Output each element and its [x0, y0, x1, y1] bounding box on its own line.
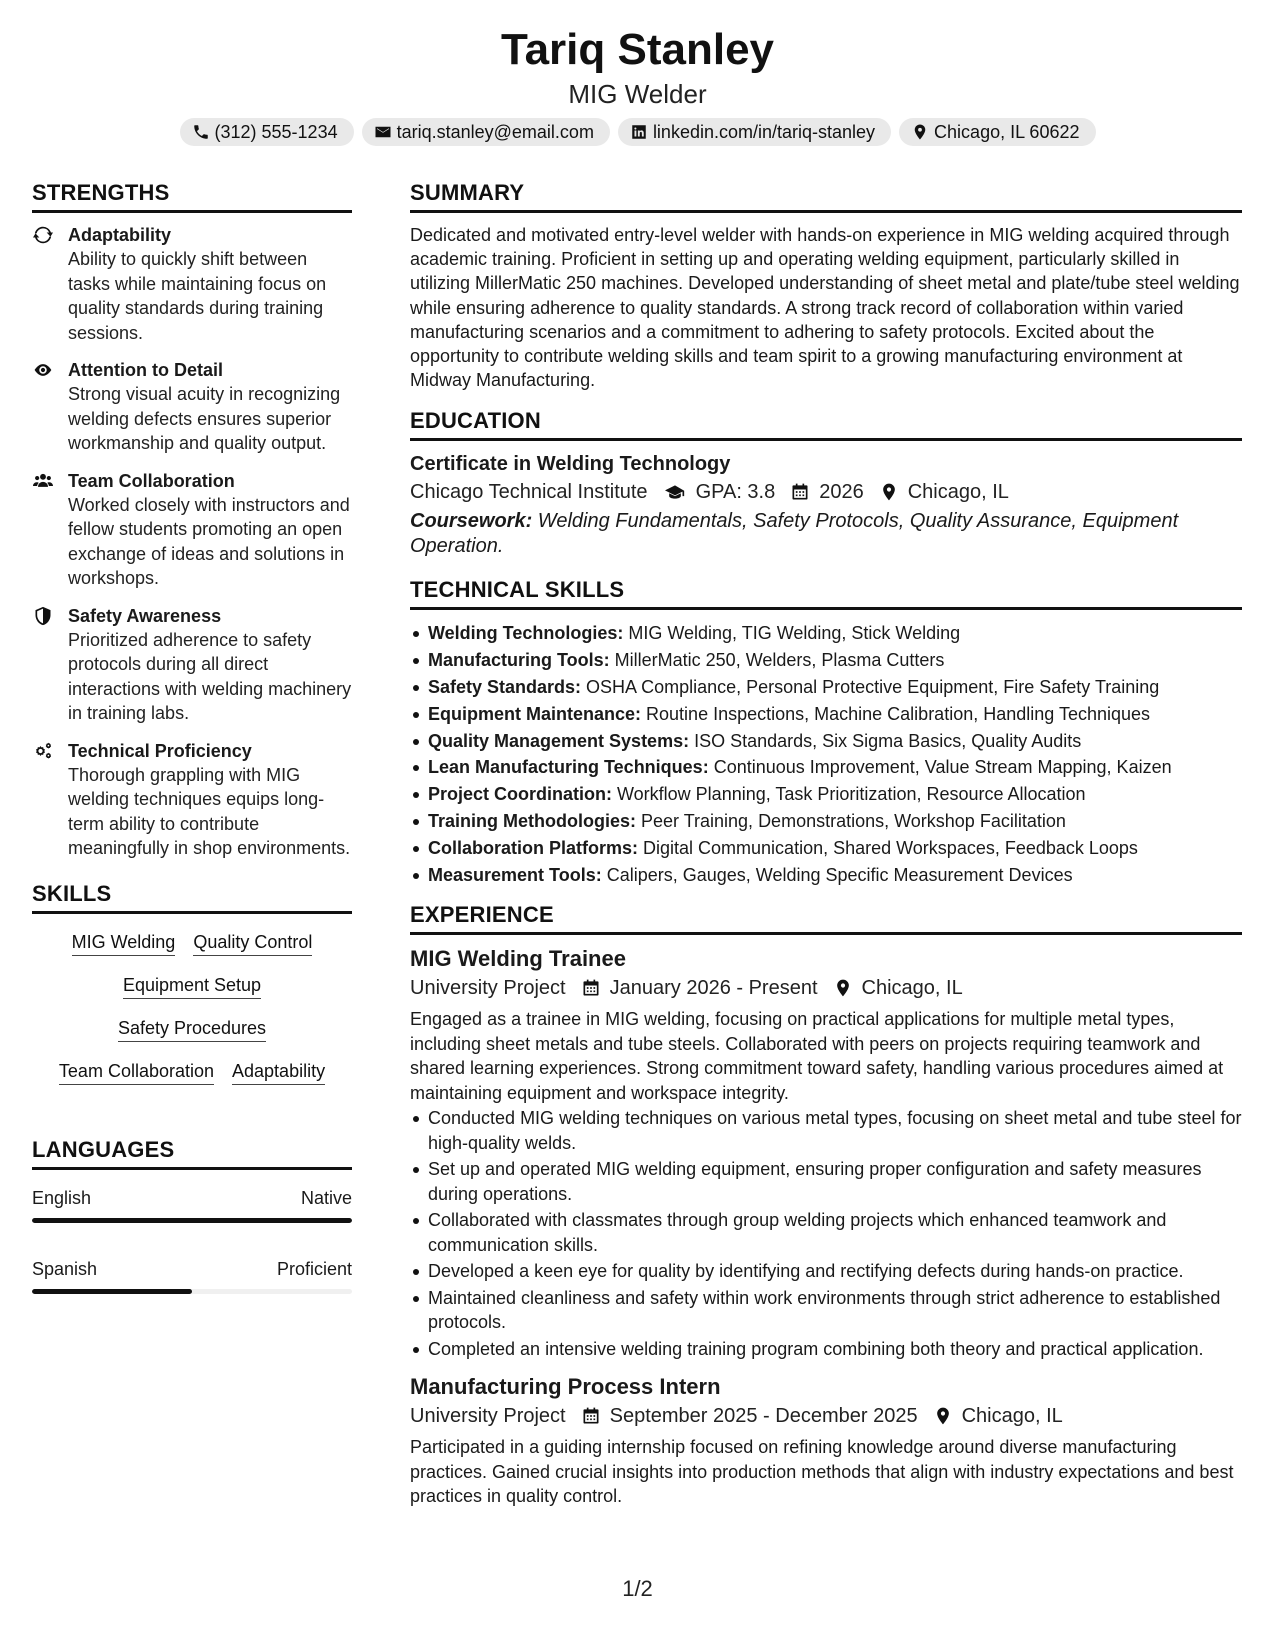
users-icon: [32, 471, 54, 491]
list-item: [410, 754, 1242, 781]
technical-skills-list: [410, 620, 1242, 888]
skill-chip: Team Collaboration: [59, 1059, 214, 1085]
education-location: Chicago, IL: [907, 481, 1009, 504]
list-item: Completed an intensive welding training program combining both theory and practical application.: [410, 1337, 1242, 1362]
calendar-icon: [581, 978, 601, 998]
languages-list: [32, 1186, 352, 1294]
contact-email[interactable]: [362, 118, 610, 146]
skill-value: MIG Welding, TIG Welding, Stick Welding: [623, 623, 961, 644]
strength-desc: Thorough grappling with MIG welding techniques equips long-term ability to contribute meaningfully in shop environments.: [68, 764, 351, 858]
education-coursework: [410, 509, 1242, 559]
job-org: University Project: [410, 1405, 566, 1428]
strength-title: Team Collaboration: [68, 470, 235, 491]
contact-linkedin[interactable]: [618, 118, 891, 146]
candidate-title: MIG Welder: [568, 79, 707, 109]
skill-label: Training Methodologies:: [428, 811, 636, 831]
job-dates: September 2025 - December 2025: [609, 1405, 918, 1428]
language-bar: [32, 1289, 352, 1294]
list-item: [410, 647, 1242, 674]
skill-chip: Adaptability: [232, 1059, 325, 1085]
eye-icon: [32, 360, 54, 380]
list-item: [410, 674, 1242, 701]
language-name: English: [32, 1187, 92, 1208]
education-year: 2026: [819, 481, 864, 504]
strength-title: Attention to Detail: [68, 360, 223, 380]
job-bullets: [410, 1106, 1242, 1361]
language-item: [32, 1186, 352, 1223]
skill-label: Quality Management Systems:: [428, 730, 690, 751]
job-meta: [410, 1401, 1242, 1431]
list-item: Set up and operated MIG welding equipment, ensuring proper configuration and safety measures during operations.: [410, 1157, 1242, 1206]
skills-heading: SKILLS: [32, 881, 352, 914]
skill-value: Routine Inspections, Machine Calibration, Handling Techniques: [641, 703, 1151, 724]
job-org: University Project: [410, 977, 566, 1000]
job-description: Engaged as a trainee in MIG welding, focusing on practical applications for multiple metal types, including sheet metals and tube steels. Collaborated with peers on projects requiring teamwork and shared learning experiences. Strong commitment toward safety, handling various procedures aimed at maintaining equipment and workspace integrity.: [410, 1009, 1224, 1103]
education-meta: [410, 477, 1242, 507]
job-title: Manufacturing Process Intern: [410, 1374, 721, 1400]
map-pin-icon: [879, 482, 899, 502]
skill-label: Project Coordination:: [428, 784, 612, 805]
language-name: Spanish: [32, 1258, 98, 1279]
experience-heading: EXPERIENCE: [410, 902, 1242, 935]
skill-value: OSHA Compliance, Personal Protective Equipment, Fire Safety Training: [581, 677, 1160, 698]
cogs-icon: [32, 741, 54, 761]
envelope-icon: [374, 123, 392, 141]
language-level: Native: [300, 1187, 352, 1208]
skill-label: Safety Standards:: [428, 677, 582, 698]
strength-title: Safety Awareness: [68, 605, 222, 626]
skill-label: Manufacturing Tools:: [428, 650, 610, 671]
language-bar-fill: [32, 1289, 192, 1294]
language-level: Proficient: [276, 1258, 352, 1279]
list-item: [410, 862, 1242, 889]
strength-item: [32, 739, 352, 861]
list-item: [410, 728, 1242, 755]
skill-chip: Safety Procedures: [118, 1016, 266, 1042]
skill-label: Measurement Tools:: [428, 864, 602, 885]
skill-value: Continuous Improvement, Value Stream Mapping, Kaizen: [708, 757, 1172, 778]
right-column: [410, 180, 1242, 1509]
education-school: Chicago Technical Institute: [410, 481, 648, 504]
language-item: [32, 1257, 352, 1294]
strength-item: [32, 358, 352, 456]
candidate-name: Tariq Stanley: [500, 25, 775, 74]
list-item: Conducted MIG welding techniques on various metal types, focusing on sheet metal and tube steel for high-quality welds.: [410, 1106, 1242, 1155]
summary-text: Dedicated and motivated entry-level welder with hands-on experience in MIG welding acquired through academic training. Proficient in setting up and operating welding equipment, particularly skilled in utilizing MillerMatic 250 machines. Developed understanding of sheet metal and plate/tube steel welding while ensuring adherence to quality standards. A strong track record of collaboration within varied manufacturing scenarios and a commitment to adhering to safety protocols. Excited about the opportunity to contribute welding skills and team spirit to a growing manufacturing environment at Midway Manufacturing.: [410, 225, 1240, 391]
skill-chip: Equipment Setup: [123, 973, 261, 999]
language-bar-fill: [32, 1218, 352, 1223]
strength-desc: Prioritized adherence to safety protocols during all direct interactions with welding machinery in training labs.: [68, 629, 352, 723]
skill-label: Welding Technologies:: [428, 623, 624, 644]
job-description: Participated in a guiding internship focused on refining knowledge around diverse manufacturing practices. Gained crucial insights into production methods that align with industry expectations and best practices in quality control.: [410, 1437, 1234, 1507]
linkedin-icon: [630, 123, 648, 141]
contact-phone-text: (312) 555-1234: [214, 122, 338, 142]
language-bar: [32, 1218, 352, 1223]
job-entry: [410, 945, 1242, 1361]
summary-heading: SUMMARY: [410, 180, 1242, 213]
map-pin-icon: [933, 1406, 953, 1426]
strength-title: Technical Proficiency: [68, 740, 252, 761]
contact-location-text: Chicago, IL 60622: [934, 122, 1080, 142]
strength-item: [32, 469, 352, 591]
list-item: [410, 620, 1242, 647]
skill-value: Peer Training, Demonstrations, Workshop Facilitation: [636, 811, 1066, 831]
strength-desc: Strong visual acuity in recognizing welding defects ensures superior workmanship and quality output.: [68, 384, 341, 453]
strength-title: Adaptability: [68, 225, 172, 245]
map-pin-icon: [833, 978, 853, 998]
strengths-heading: STRENGTHS: [32, 180, 352, 213]
strength-desc: Worked closely with instructors and fellow students promoting an open exchange of ideas and solutions in workshops.: [68, 494, 350, 588]
strength-desc: Ability to quickly shift between tasks while maintaining focus on quality standards during training sessions.: [68, 249, 327, 343]
skill-label: Collaboration Platforms:: [428, 837, 639, 858]
skill-value: MillerMatic 250, Welders, Plasma Cutters: [609, 650, 945, 671]
phone-icon: [192, 123, 210, 141]
skill-chip: MIG Welding: [72, 930, 176, 956]
contact-linkedin-text: linkedin.com/in/tariq-stanley: [652, 122, 876, 142]
resume-header: [0, 0, 1275, 146]
coursework-label: Coursework:: [410, 510, 533, 533]
skill-label: Equipment Maintenance:: [428, 703, 642, 724]
list-item: [410, 835, 1242, 862]
job-dates: January 2026 - Present: [609, 977, 818, 1000]
strength-item: [32, 604, 352, 726]
list-item: Collaborated with classmates through group welding projects which enhanced teamwork and communication skills.: [410, 1208, 1242, 1257]
shield-icon: [32, 606, 54, 626]
skill-value: ISO Standards, Six Sigma Basics, Quality Audits: [689, 730, 1082, 751]
strength-item: [32, 223, 352, 345]
list-item: Maintained cleanliness and safety within work environments through strict adherence to established protocols.: [410, 1286, 1242, 1335]
list-item: Developed a keen eye for quality by identifying and rectifying defects during hands-on practice.: [410, 1259, 1242, 1284]
education-gpa: GPA: 3.8: [695, 481, 776, 504]
skill-chip: Quality Control: [193, 930, 312, 956]
graduation-cap-icon: [663, 482, 687, 502]
job-entry: [410, 1373, 1242, 1509]
job-location: Chicago, IL: [961, 1405, 1063, 1428]
skill-value: Workflow Planning, Task Prioritization, Resource Allocation: [612, 784, 1086, 805]
contact-phone[interactable]: [180, 118, 354, 146]
skills-list: [32, 924, 352, 1085]
page-number: 1/2: [622, 1576, 653, 1601]
technical-skills-heading: TECHNICAL SKILLS: [410, 577, 1242, 610]
list-item: [410, 808, 1242, 835]
list-item: [410, 701, 1242, 728]
calendar-icon: [790, 482, 810, 502]
education-heading: EDUCATION: [410, 408, 1242, 441]
skill-value: Calipers, Gauges, Welding Specific Measurement Devices: [601, 864, 1073, 885]
list-item: [410, 781, 1242, 808]
contact-location: [899, 118, 1095, 146]
sync-icon: [32, 225, 54, 245]
job-meta: [410, 973, 1242, 1003]
calendar-icon: [581, 1406, 601, 1426]
skill-label: Lean Manufacturing Techniques:: [428, 757, 709, 778]
contact-email-text: tariq.stanley@email.com: [396, 122, 594, 142]
contact-bar: [0, 118, 1275, 146]
education-degree: Certificate in Welding Technology: [410, 453, 731, 476]
map-pin-icon: [911, 123, 929, 141]
job-location: Chicago, IL: [861, 977, 963, 1000]
job-title: MIG Welding Trainee: [410, 946, 626, 972]
skill-value: Digital Communication, Shared Workspaces, Feedback Loops: [638, 837, 1138, 858]
languages-heading: LANGUAGES: [32, 1137, 352, 1170]
left-column: [32, 180, 352, 1328]
coursework-text: Welding Fundamentals, Safety Protocols, Quality Assurance, Equipment Operation.: [410, 510, 1179, 558]
